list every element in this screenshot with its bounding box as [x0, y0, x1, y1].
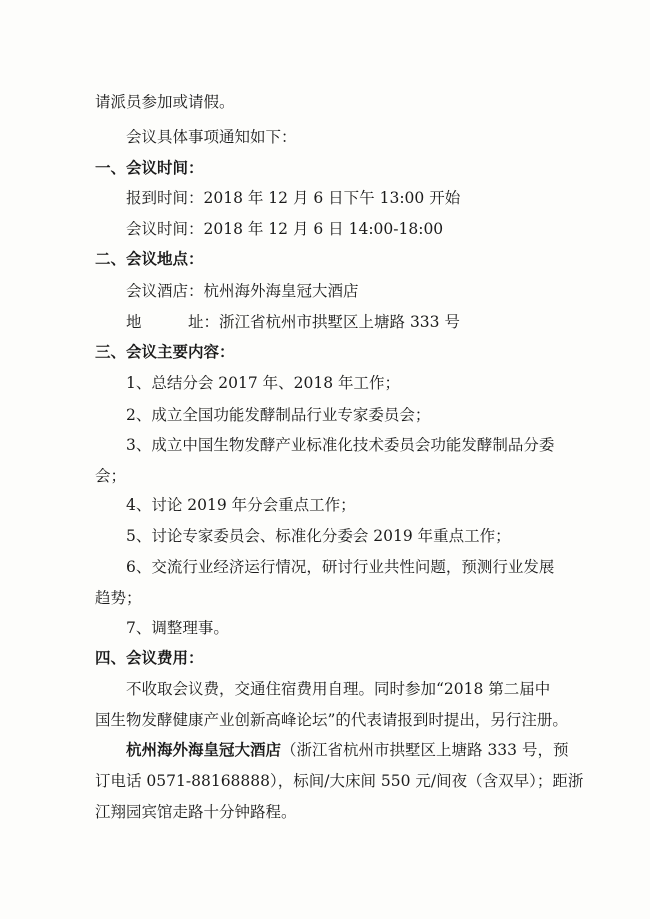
meeting-time: 会议时间：2018 年 12 月 6 日 14:00-18:00 — [126, 220, 444, 238]
hotel-info-continued: 江翔园宾馆走路十分钟路程。 — [95, 803, 297, 821]
agenda-item: 3、成立中国生物发酵产业标准化技术委员会功能发酵制品分委 — [126, 436, 555, 454]
text-line: 请派员参加或请假。 — [95, 93, 235, 111]
section-heading-location: 二、会议地点： — [95, 250, 204, 268]
agenda-item: 7、调整理事。 — [126, 619, 229, 637]
agenda-item: 2、成立全国功能发酵制品行业专家委员会； — [126, 406, 431, 424]
fees-paragraph-continued: 国生物发酵健康产业创新高峰论坛”的代表请报到时提出，另行注册。 — [95, 711, 568, 729]
hotel-name: 杭州海外海皇冠大酒店 — [126, 741, 282, 759]
meeting-hotel: 会议酒店：杭州海外海皇冠大酒店 — [126, 282, 359, 300]
agenda-item: 1、总结分会 2017 年、2018 年工作； — [126, 374, 401, 392]
hotel-info — [126, 739, 586, 761]
hotel-address — [126, 311, 586, 333]
address-value: 浙江省杭州市拱墅区上塘路 333 号 — [219, 313, 460, 331]
agenda-item-continued: 趋势； — [95, 589, 142, 607]
section-heading-fees: 四、会议费用： — [95, 649, 204, 667]
intro-line: 会议具体事项通知如下： — [126, 128, 297, 146]
agenda-item: 6、交流行业经济运行情况，研讨行业共性问题，预测行业发展 — [126, 558, 555, 576]
agenda-item: 5、讨论专家委员会、标准化分委会 2019 年重点工作； — [126, 527, 511, 545]
section-heading-content: 三、会议主要内容： — [95, 343, 235, 361]
fees-paragraph: 不收取会议费，交通住宿费用自理。同时参加“2018 第二届中 — [126, 680, 551, 698]
hotel-info-continued: 订电话 0571-88168888），标间/大床间 550 元/间夜（含双早）；距浙 — [95, 772, 584, 790]
agenda-item-continued: 会； — [95, 467, 127, 485]
agenda-item: 4、讨论 2019 年分会重点工作； — [126, 496, 356, 514]
address-label-a: 地 — [126, 313, 142, 331]
checkin-time: 报到时间：2018 年 12 月 6 日下午 13:00 开始 — [126, 189, 461, 207]
section-heading-time: 一、会议时间： — [95, 159, 204, 177]
address-label-b: 址： — [188, 313, 220, 331]
hotel-info-rest: （浙江省杭州市拱墅区上塘路 333 号，预 — [281, 741, 569, 759]
